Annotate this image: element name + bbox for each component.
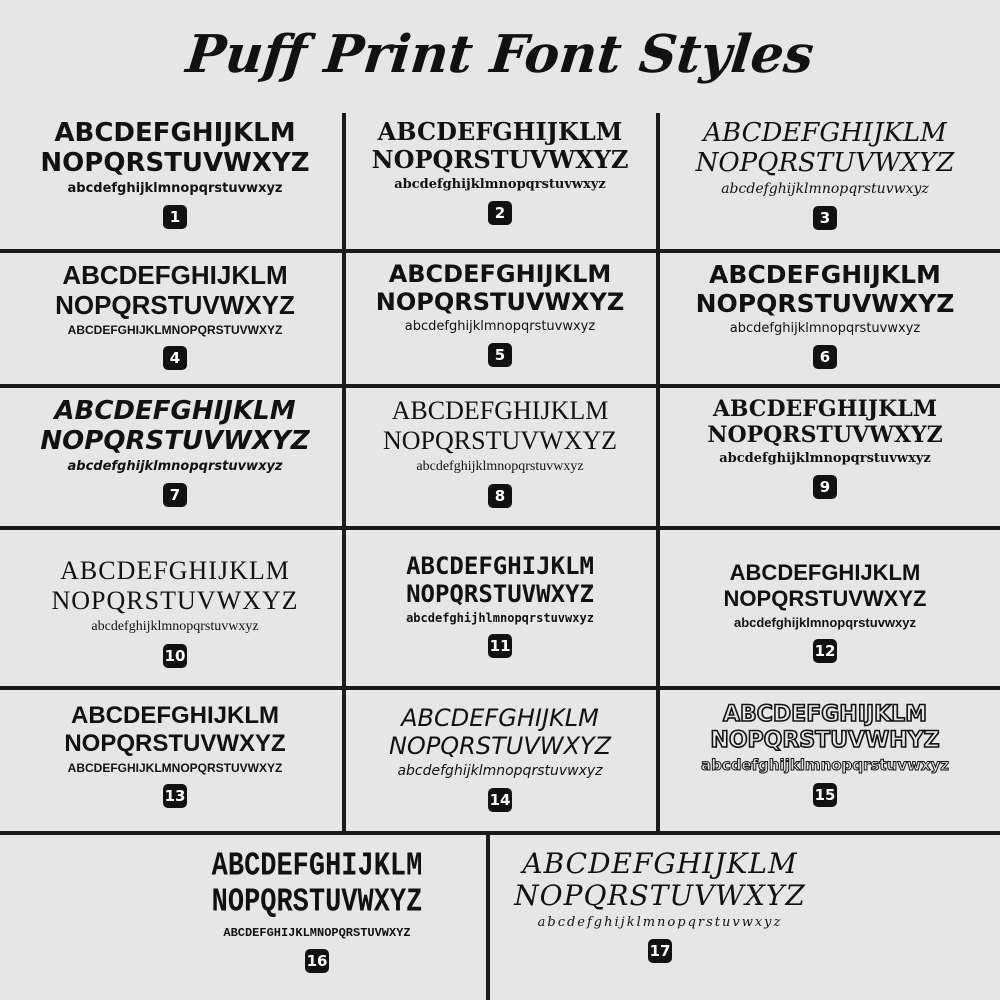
uppercase-row-1: ABCDEFGHIJKLM	[406, 552, 594, 580]
uppercase-row-2: NOPQRSTUVWXYZ	[64, 730, 286, 757]
lowercase-row: abcdefghijklmnopqrstuvwxyz	[537, 915, 783, 930]
uppercase-row-1: ABCDEFGHIJKLM	[54, 118, 296, 148]
lowercase-row: abcdefghijklmnopqrstuvwxyz	[721, 181, 929, 197]
uppercase-row-2: NOPQRSTUVWXYZ	[406, 580, 594, 608]
font-number-badge: 5	[488, 343, 512, 367]
lowercase-row: ABCDEFGHIJKLMNOPQRSTUVWXYZ	[223, 926, 411, 940]
font-sample-card	[660, 560, 990, 684]
uppercase-row-2: NOPQRSTUVWXYZ	[375, 288, 625, 316]
uppercase-row-2: NOPQRSTUVWXYZ	[388, 732, 612, 760]
lowercase-row: abcdefghijklmnopqrstuvwxyz	[67, 181, 283, 196]
font-sample-card	[346, 552, 654, 684]
uppercase-row-2: NOPQRSTUVWXYZ	[211, 884, 423, 922]
font-sample-card	[10, 702, 340, 830]
uppercase-row-1: ABCDEFGHIJKLM	[60, 556, 290, 585]
uppercase-row-1: ABCDEFGHIJKLM	[712, 396, 938, 422]
font-sample-card	[10, 556, 340, 684]
font-sample-card	[660, 118, 990, 248]
lowercase-row: abcdefghijklmnopqrstuvwxyz	[91, 619, 259, 634]
uppercase-row-1: ABCDEFGHIJKLM	[391, 396, 609, 425]
font-number-badge: 15	[813, 783, 837, 807]
lowercase-row: abcdefghijklmnopqrstuvwxyz	[416, 459, 584, 474]
font-sample-card	[495, 848, 825, 998]
uppercase-row-2: NOPQRSTUVWXYZ	[695, 148, 955, 178]
font-sample-card	[346, 260, 654, 384]
font-number-badge: 4	[163, 346, 187, 370]
font-number-badge: 13	[163, 784, 187, 808]
font-sample-card	[346, 704, 654, 830]
lowercase-row: ABCDEFGHIJKLMNOPQRSTUVWXYZ	[67, 323, 283, 337]
font-number-badge: 1	[163, 205, 187, 229]
font-number-badge: 14	[488, 788, 512, 812]
uppercase-row-1: ABCDEFGHIJKLM	[709, 260, 941, 289]
divider	[0, 526, 1000, 530]
divider	[0, 831, 1000, 835]
uppercase-row-1: ABCDEFGHIJKLM	[388, 260, 612, 288]
uppercase-row-1: ABCDEFGHIJKLM	[211, 852, 423, 886]
uppercase-row-2: NOPQRSTUVWXYZ	[40, 426, 310, 456]
uppercase-row-2: NOPQRSTUVWXYZ	[514, 879, 806, 912]
uppercase-row-1: ABCDEFGHIJKLM	[62, 260, 288, 290]
font-sample-card	[10, 260, 340, 384]
font-sample-card	[346, 396, 654, 524]
uppercase-row-2: NOPQRSTUVWXYZ	[723, 586, 927, 611]
page-title: Puff Print Font Styles	[183, 23, 817, 85]
divider	[0, 384, 1000, 388]
font-sample-card	[346, 118, 654, 248]
divider	[486, 833, 490, 1000]
uppercase-row-1: ABCDEFGHIJKLM	[729, 560, 921, 585]
lowercase-row: abcdefghijklmnopqrstuvwxyz	[733, 615, 917, 630]
font-sample-card	[10, 396, 340, 524]
font-number-badge: 11	[488, 634, 512, 658]
lowercase-row: abcdefghijklmnopqrstuvwxyz	[729, 321, 921, 336]
font-sample-card	[660, 260, 990, 384]
uppercase-row-2: NOPQRSTUVWXYZ	[55, 290, 295, 320]
font-number-badge: 10	[163, 644, 187, 668]
lowercase-row: abcdefghijhlmnopqrstuvwxyz	[406, 611, 594, 625]
font-number-badge: 12	[813, 639, 837, 663]
font-sample-card	[660, 396, 990, 524]
font-number-badge: 9	[813, 475, 837, 499]
font-sample-card	[10, 118, 340, 248]
uppercase-row-2: NOPQRSTUVWXYZ	[40, 148, 310, 178]
uppercase-row-2: NOPQRSTUVWXYZ	[371, 145, 629, 174]
lowercase-row: abcdefghijklmnopqrstuvwxyz	[397, 763, 603, 779]
uppercase-row-1: ABCDEFGHIJKLM	[522, 848, 798, 880]
uppercase-row-2: NOPQRSTUVWHYZ	[710, 728, 940, 753]
uppercase-row-2: NOPQRSTUVWXYZ	[383, 426, 617, 455]
uppercase-row-1: ABCDEFGHIJKLM	[377, 118, 623, 146]
font-number-badge: 7	[163, 483, 187, 507]
lowercase-row: abcdefghijklmnopqrstuvwxyz	[719, 451, 931, 466]
lowercase-row: abcdefghijklmnopqrstuvwxyz	[67, 459, 283, 474]
font-number-badge: 6	[813, 345, 837, 369]
font-number-badge: 8	[488, 484, 512, 508]
lowercase-row: abcdefghijklmnopqrstuvwxyz	[700, 756, 950, 774]
lowercase-row: ABCDEFGHIJKLMNOPQRSTUVWXYZ	[67, 761, 283, 775]
lowercase-row: abcdefghijklmnopqrstuvwxyz	[394, 177, 606, 192]
uppercase-row-2: NOPQRSTUVWXYZ	[695, 289, 955, 318]
uppercase-row-1: ABCDEFGHIJKLM	[71, 702, 279, 729]
divider	[0, 249, 1000, 253]
lowercase-row: abcdefghijklmnopqrstuvwxyz	[404, 319, 596, 334]
uppercase-row-2: NOPQRSTUVWXYZ	[51, 586, 299, 615]
uppercase-row-2: NOPQRSTUVWXYZ	[707, 422, 943, 448]
divider	[0, 686, 1000, 690]
font-number-badge: 2	[488, 201, 512, 225]
font-number-badge: 17	[648, 939, 672, 963]
font-number-badge: 3	[813, 206, 837, 230]
uppercase-row-1: ABCDEFGHIJKLM	[703, 118, 947, 148]
uppercase-row-1: ABCDEFGHIJKLM	[54, 396, 296, 426]
font-sample-card	[660, 702, 990, 830]
uppercase-row-1: ABCDEFGHIJKLM	[722, 702, 928, 727]
font-sample-card	[150, 852, 484, 998]
font-number-badge: 16	[305, 949, 329, 973]
uppercase-row-1: ABCDEFGHIJKLM	[401, 704, 599, 732]
